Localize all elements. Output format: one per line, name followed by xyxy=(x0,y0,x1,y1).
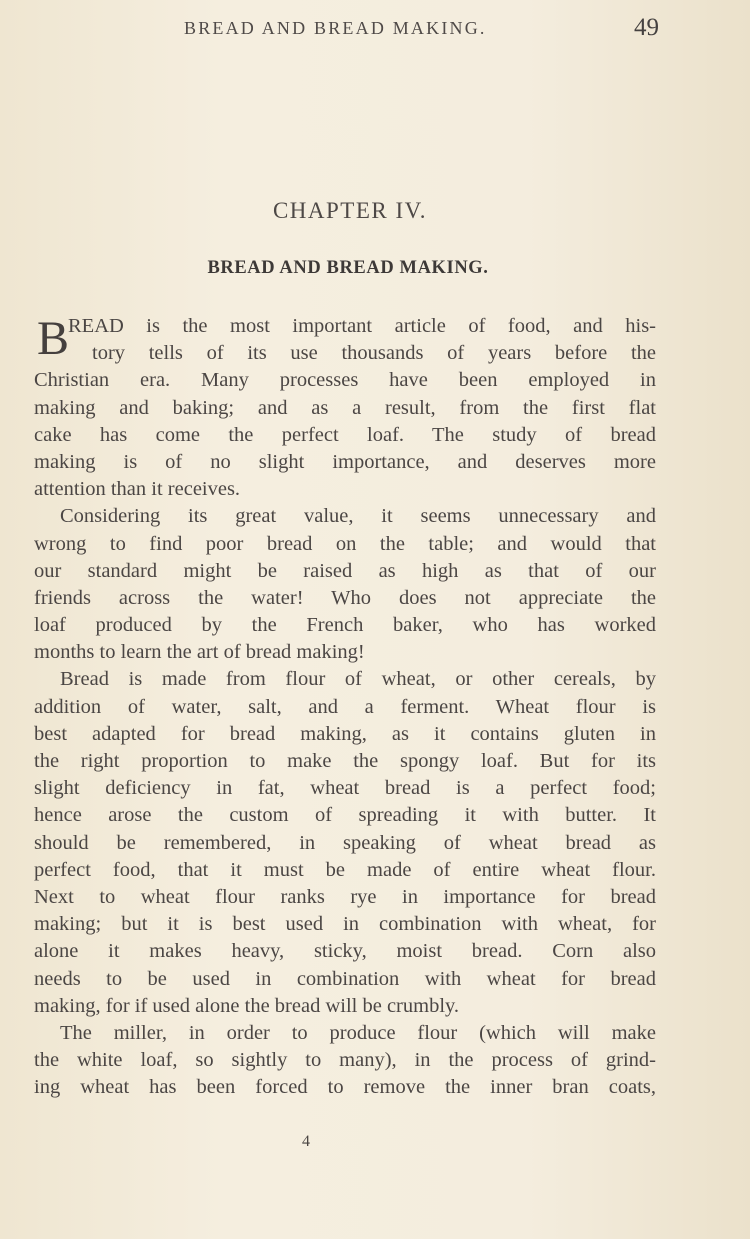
body-text xyxy=(34,313,656,1101)
text-line: should be remembered, in speaking of wheat bread as xyxy=(34,831,656,854)
text-line: cake has come the perfect loaf. The study of bread xyxy=(34,423,656,446)
text-line: Considering its great value, it seems unnecessary and xyxy=(60,505,656,528)
text-line: slight deficiency in fat, wheat bread is a perfect food; xyxy=(34,777,656,800)
signature-mark: 4 xyxy=(302,1133,310,1150)
text-line: addition of water, salt, and a ferment. Wheat flour is xyxy=(34,695,656,718)
running-head xyxy=(0,14,750,44)
text-line: ing wheat has been forced to remove the inner bran coats, xyxy=(34,1076,656,1099)
text-line: the white loaf, so sightly to many), in the process of grind- xyxy=(34,1049,656,1072)
text-line: making; but it is best used in combination with wheat, for xyxy=(34,913,656,936)
running-title: BREAD AND BREAD MAKING. xyxy=(184,18,487,38)
chapter-title: BREAD AND BREAD MAKING. xyxy=(207,258,489,278)
text-line: loaf produced by the French baker, who has worked xyxy=(34,614,656,637)
text-line: attention than it receives. xyxy=(34,478,241,501)
text-line: Christian era. Many processes have been employed in xyxy=(34,369,656,392)
text-line: best adapted for bread making, as it contains gluten in xyxy=(34,722,656,745)
text-line: months to learn the art of bread making! xyxy=(34,641,365,664)
text-line: making, for if used alone the bread will be crumbly. xyxy=(34,994,460,1017)
chapter-heading: CHAPTER IV. xyxy=(272,198,428,223)
text-line: wrong to find poor bread on the table; and would that xyxy=(34,532,656,555)
drop-cap: B xyxy=(37,312,70,365)
page-number: 49 xyxy=(634,14,659,41)
text-line: making and baking; and as a result, from the first flat xyxy=(34,396,656,419)
text-line: Bread is made from flour of wheat, or other cereals, by xyxy=(60,668,656,691)
text-line: hence arose the custom of spreading it with butter. It xyxy=(34,804,656,827)
text-line: perfect food, that it must be made of entire wheat flour. xyxy=(34,858,656,881)
text-line: Next to wheat flour ranks rye in importance for bread xyxy=(34,885,656,908)
text-line: alone it makes heavy, sticky, moist bread. Corn also xyxy=(34,940,656,963)
text-line: the right proportion to make the spongy loaf. But for its xyxy=(34,750,656,772)
text-line: our standard might be raised as high as that of our xyxy=(34,559,656,582)
text-line: READ is the most important article of food, and his- xyxy=(68,315,656,337)
text-line: friends across the water! Who does not appreciate the xyxy=(34,586,656,609)
text-line: The miller, in order to produce flour (which will make xyxy=(60,1021,656,1044)
text-line: needs to be used in combination with wheat for bread xyxy=(34,967,656,990)
text-line: making is of no slight importance, and deserves more xyxy=(34,450,656,473)
text-line: tory tells of its use thousands of years before the xyxy=(92,342,656,365)
